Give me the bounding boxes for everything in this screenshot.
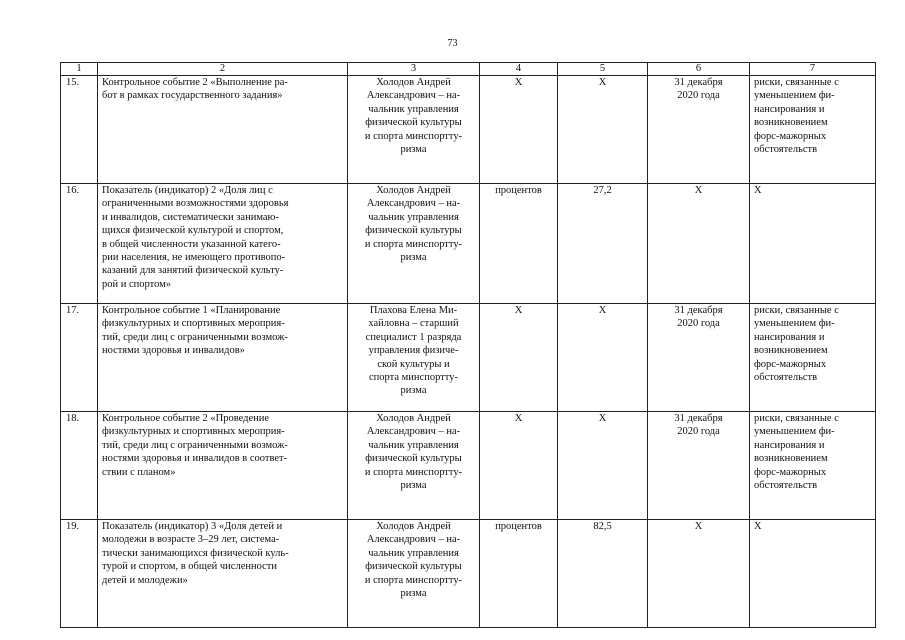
responsible-person-line: хайловна – старший — [368, 318, 459, 330]
responsible-person-line: физической культуры — [365, 561, 462, 573]
responsible-person — [348, 184, 480, 304]
responsible-person-line: физической культуры — [365, 225, 462, 237]
responsible-person-line: ризма — [400, 588, 427, 600]
responsible-person-line: и спорта минспортту- — [364, 238, 463, 250]
risks-line: обстоятельств — [754, 480, 818, 492]
event-name-line: ностями здоровья и инвалидов» — [102, 345, 245, 357]
event-name-line: Контрольное событие 2 «Выполнение ра- — [102, 77, 288, 88]
event-name — [98, 76, 348, 184]
deadline — [648, 76, 750, 184]
event-name-line: ограниченными возможностями здоровья — [102, 198, 289, 210]
risks-line: уменьшением фи- — [754, 426, 835, 438]
event-name-line: Показатель (индикатор) 2 «Доля лиц с — [102, 185, 273, 196]
table-row — [61, 184, 876, 304]
risks — [750, 304, 876, 412]
risks-line: обстоятельств — [754, 144, 818, 156]
page-number: 73 — [447, 38, 458, 49]
responsible-person-line: ской культуры и — [377, 358, 450, 370]
responsible-person-line: физической культуры — [365, 453, 462, 465]
event-name-line: и инвалидов, систематически занимаю- — [102, 211, 279, 223]
risks-line: нансирования и — [754, 439, 825, 451]
value: 27,2 — [558, 184, 648, 304]
event-name-line: физкультурных и спортивных мероприя- — [102, 426, 285, 438]
risks-line: уменьшением фи- — [754, 90, 835, 102]
risks-line: Х — [754, 185, 762, 196]
event-name-line: ностями здоровья и инвалидов в соответ- — [102, 453, 288, 465]
risks-line: риски, связанные с — [754, 413, 839, 424]
responsible-person-line: и спорта минспортту- — [364, 574, 463, 586]
value: Х — [558, 76, 648, 184]
deadline-line: 2020 года — [677, 426, 720, 438]
risks-line: возникновением — [754, 345, 828, 357]
event-name-line: Контрольное событие 1 «Планирование — [102, 305, 281, 316]
event-name-line: физкультурных и спортивных мероприя- — [102, 318, 285, 330]
responsible-person-line: ризма — [400, 480, 427, 492]
value: Х — [558, 304, 648, 412]
responsible-person-line: Александрович – на- — [366, 90, 461, 102]
table-row — [61, 520, 876, 628]
risks-line: нансирования и — [754, 331, 825, 343]
responsible-person-line: Плахова Елена Ми- — [369, 305, 458, 316]
event-name — [98, 520, 348, 628]
row-number: 15. — [61, 76, 98, 184]
responsible-person-line: Холодов Андрей — [376, 77, 451, 88]
deadline — [648, 520, 750, 628]
responsible-person-line: чальник управления — [368, 439, 459, 451]
risks — [750, 520, 876, 628]
responsible-person-line: специалист 1 разряда — [365, 331, 462, 343]
event-name-line: Контрольное событие 2 «Проведение — [102, 413, 270, 424]
responsible-person-line: ризма — [400, 144, 427, 156]
responsible-person-line: и спорта минспортту- — [364, 130, 463, 142]
table-header — [61, 63, 876, 76]
column-header-3: 3 — [348, 63, 480, 76]
risks-line: Х — [754, 521, 762, 532]
deadline — [648, 412, 750, 520]
deadline-line: 2020 года — [677, 90, 720, 102]
event-name-line: тий, среди лиц с ограниченными возмож- — [102, 331, 288, 343]
event-name-line: тически занимающихся физической куль- — [102, 547, 289, 559]
column-header-4: 4 — [480, 63, 558, 76]
risks-line: форс-мажорных — [754, 130, 827, 142]
responsible-person-line: и спорта минспортту- — [364, 466, 463, 478]
event-name-line: Показатель (индикатор) 3 «Доля детей и — [102, 521, 283, 532]
event-name-line: молодежи в возрасте 3–29 лет, система- — [102, 534, 280, 546]
column-header-6: 6 — [648, 63, 750, 76]
table-row — [61, 76, 876, 184]
event-name-line: турой и спортом, в общей численности — [102, 561, 277, 573]
responsible-person-line: спорта минспортту- — [369, 372, 458, 384]
risks-line: риски, связанные с — [754, 305, 839, 316]
deadline — [648, 304, 750, 412]
event-name — [98, 304, 348, 412]
row-number: 18. — [61, 412, 98, 520]
responsible-person-line: чальник управления — [368, 547, 459, 559]
risks-line: форс-мажорных — [754, 466, 827, 478]
risks — [750, 412, 876, 520]
event-name-line: казаний для занятий физической культу- — [102, 265, 284, 277]
risks-line: нансирования и — [754, 103, 825, 115]
responsible-person-line: управления физиче- — [368, 345, 459, 357]
responsible-person-line: ризма — [400, 385, 427, 397]
responsible-person-line: Александрович – на- — [366, 534, 461, 546]
event-name — [98, 412, 348, 520]
risks — [750, 184, 876, 304]
responsible-person-line: ризма — [400, 252, 427, 264]
responsible-person — [348, 304, 480, 412]
event-name-line: в общей численности указанной катего- — [102, 238, 281, 250]
table-body — [61, 76, 876, 628]
event-name-line: щихся физической культурой и спортом, — [102, 225, 284, 237]
row-number: 16. — [61, 184, 98, 304]
responsible-person — [348, 76, 480, 184]
column-header-5: 5 — [558, 63, 648, 76]
unit: Х — [480, 304, 558, 412]
unit: Х — [480, 76, 558, 184]
event-name-line: рии населения, не имеющего противопо- — [102, 252, 286, 264]
table-row — [61, 412, 876, 520]
responsible-person-line: Александрович – на- — [366, 426, 461, 438]
responsible-person-line: Холодов Андрей — [376, 413, 451, 424]
responsible-person — [348, 520, 480, 628]
unit: процентов — [480, 184, 558, 304]
deadline-line: Х — [694, 185, 703, 196]
event-name — [98, 184, 348, 304]
risks-line: возникновением — [754, 117, 828, 129]
row-number: 19. — [61, 520, 98, 628]
plan-table — [60, 62, 876, 628]
responsible-person-line: Холодов Андрей — [376, 185, 451, 196]
event-name-line: ствии с планом» — [102, 466, 176, 478]
value: Х — [558, 412, 648, 520]
risks-line: форс-мажорных — [754, 358, 827, 370]
responsible-person-line: чальник управления — [368, 103, 459, 115]
risks — [750, 76, 876, 184]
column-header-2: 2 — [98, 63, 348, 76]
deadline-line: 2020 года — [677, 318, 720, 330]
deadline-line: 31 декабря — [674, 413, 723, 424]
deadline — [648, 184, 750, 304]
unit: процентов — [480, 520, 558, 628]
table-row — [61, 304, 876, 412]
deadline-line: 31 декабря — [674, 305, 723, 316]
responsible-person — [348, 412, 480, 520]
value: 82,5 — [558, 520, 648, 628]
event-name-line: бот в рамках государственного задания» — [102, 90, 283, 102]
responsible-person-line: чальник управления — [368, 211, 459, 223]
column-header-1: 1 — [61, 63, 98, 76]
unit: Х — [480, 412, 558, 520]
responsible-person-line: Холодов Андрей — [376, 521, 451, 532]
event-name-line: тий, среди лиц с ограниченными возмож- — [102, 439, 288, 451]
responsible-person-line: физической культуры — [365, 117, 462, 129]
deadline-line: Х — [694, 521, 703, 532]
column-header-7: 7 — [750, 63, 876, 76]
risks-line: риски, связанные с — [754, 77, 839, 88]
risks-line: возникновением — [754, 453, 828, 465]
responsible-person-line: Александрович – на- — [366, 198, 461, 210]
row-number: 17. — [61, 304, 98, 412]
risks-line: уменьшением фи- — [754, 318, 835, 330]
deadline-line: 31 декабря — [674, 77, 723, 88]
risks-line: обстоятельств — [754, 372, 818, 384]
event-name-line: детей и молодежи» — [102, 574, 188, 586]
event-name-line: рой и спортом» — [102, 278, 172, 290]
